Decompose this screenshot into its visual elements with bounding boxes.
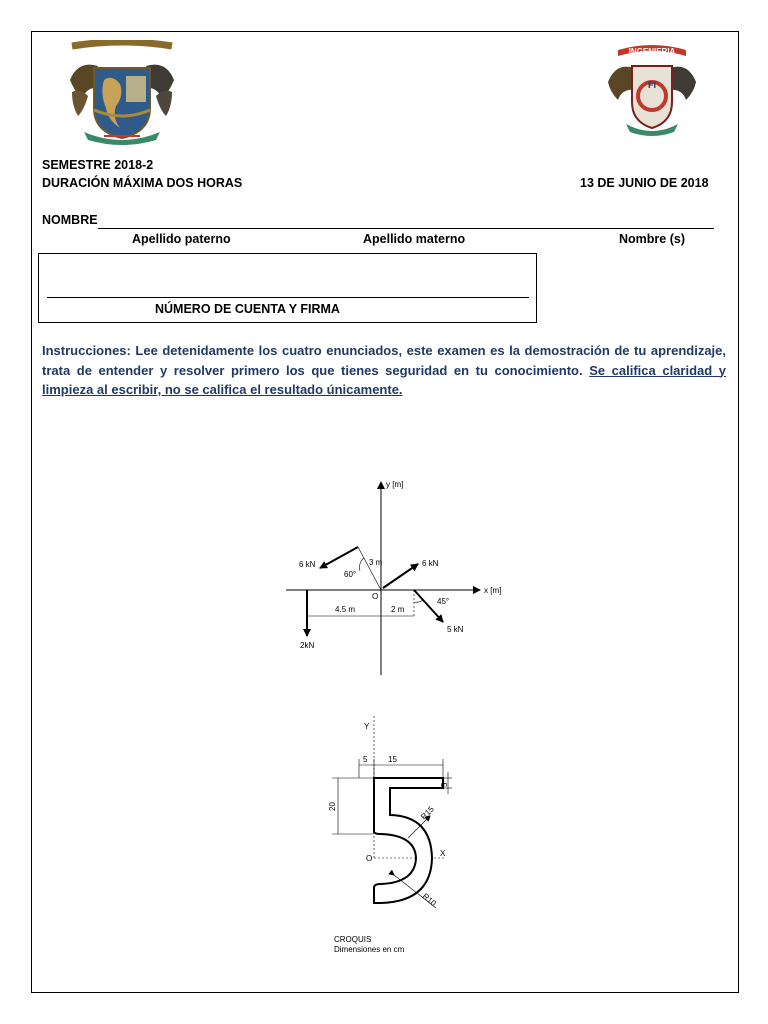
account-signature-label: NÚMERO DE CUENTA Y FIRMA (155, 302, 340, 316)
radius-outer-label: R15 (419, 804, 436, 822)
name-field-line[interactable] (98, 228, 714, 229)
force-line-of-action (358, 547, 381, 590)
y-axis-label: y [m] (386, 480, 404, 489)
ingenieria-seal-lettering: INGENIERIA (628, 47, 676, 56)
force-lower-right-arrow (414, 590, 443, 622)
x-axis-label: X (440, 849, 446, 858)
given-names-label: Nombre (s) (619, 232, 685, 246)
dim-5-top-label: 5 (363, 755, 368, 764)
x-axis-label: x [m] (484, 586, 502, 595)
origin-label: O (372, 592, 379, 601)
origin-label: O (366, 854, 373, 863)
dim-5-side-label: 5 (440, 782, 449, 787)
angle-60-label: 60° (344, 570, 357, 579)
instructions-text: Instrucciones: Lee detenidamente los cuatro enunciados, este examen es la demostración de tu aprendizaje, trata de entender y resolver primero los que tienes seguridad en tu conocimiento. (42, 343, 726, 378)
force-upper-right-arrow (383, 564, 418, 588)
duration-label: DURACIÓN MÁXIMA DOS HORAS (42, 176, 243, 190)
radius-inner-label: R10 (420, 891, 438, 908)
dim-4-5m-label: 4.5 m (335, 605, 356, 614)
sketch-caption: CROQUIS (334, 935, 372, 944)
force-upper-left-arrow (320, 547, 358, 568)
semester-label: SEMESTRE 2018-2 (42, 158, 154, 172)
shape-outline (374, 778, 443, 903)
fi-monogram: FI (648, 80, 656, 90)
dim-2m-label: 2 m (391, 605, 405, 614)
y-axis-label: Y (364, 722, 370, 731)
force-upper-right-label: 6 kN (422, 559, 439, 568)
force-upper-left-label: 6 kN (299, 560, 316, 569)
forces-diagram (280, 470, 520, 680)
unam-seal-logo (64, 40, 180, 146)
force-down-label: 2kN (300, 641, 315, 650)
angle-60-arc (359, 558, 364, 571)
force-lower-right-label: 5 kN (447, 625, 464, 634)
dim-20-label: 20 (328, 802, 337, 811)
surname-paternal-label: Apellido paterno (132, 232, 231, 246)
dimensions-caption: Dimensiones en cm (334, 945, 405, 954)
shape-sketch-diagram (318, 712, 468, 968)
instructions-paragraph (42, 341, 726, 400)
angle-45-label: 45° (437, 597, 450, 606)
name-label: NOMBRE (42, 213, 98, 227)
instructions-emphasis: Se califica claridad y limpieza al escribir, no se califica el resultado únicamente. (42, 362, 727, 397)
surname-maternal-label: Apellido materno (363, 232, 466, 246)
signature-line (47, 297, 529, 298)
dim-15-label: 15 (388, 755, 397, 764)
exam-date: 13 DE JUNIO DE 2018 (580, 176, 709, 190)
angle-45-arc (414, 600, 423, 602)
dim-3m-label: 3 m (369, 558, 383, 567)
account-signature-box[interactable] (38, 253, 537, 323)
ingenieria-seal-logo (604, 40, 700, 140)
